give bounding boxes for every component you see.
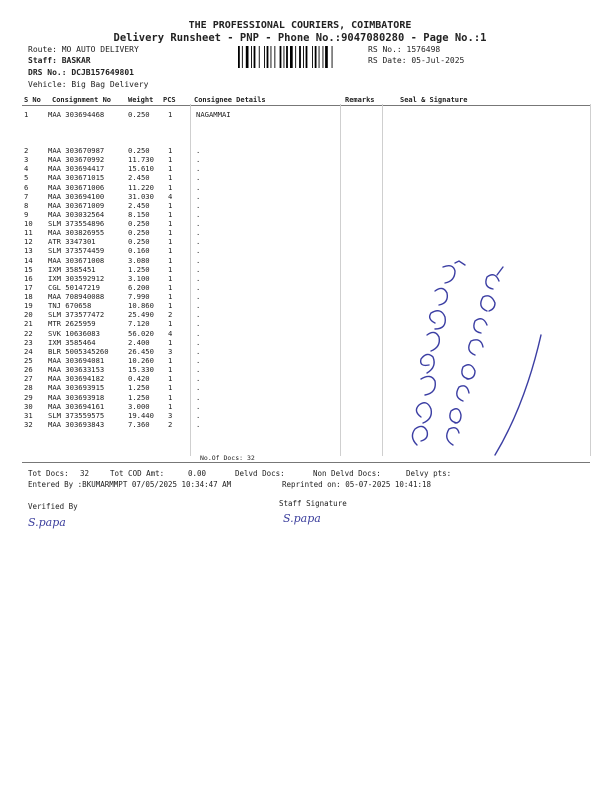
cell-weight: 11.220 bbox=[128, 182, 154, 192]
col-header-sno: S No bbox=[24, 96, 41, 104]
table-row bbox=[0, 110, 600, 119]
cell-weight: 1.250 bbox=[128, 392, 150, 402]
verified-by-signature: S.papa bbox=[28, 516, 66, 529]
cell-weight: 0.250 bbox=[128, 110, 150, 119]
cell-pcs: 1 bbox=[168, 355, 173, 365]
cell-consignee: . bbox=[196, 319, 201, 329]
table-row bbox=[0, 219, 600, 228]
cell-pcs: 1 bbox=[168, 182, 173, 192]
table-bottom-rule bbox=[22, 462, 590, 463]
cell-pcs: 1 bbox=[168, 392, 173, 402]
cell-pcs: 1 bbox=[168, 228, 173, 238]
cell-weight: 0.420 bbox=[128, 374, 150, 384]
cell-sno: 19 bbox=[24, 301, 33, 311]
cell-weight: 31.030 bbox=[128, 191, 154, 201]
cell-consignment-no: IXM 303592912 bbox=[48, 273, 105, 283]
cell-consignee: NAGAMMAI bbox=[196, 110, 231, 119]
cell-sno: 20 bbox=[24, 310, 33, 320]
table-row bbox=[0, 183, 600, 192]
col-header-seal-signature: Seal & Signature bbox=[400, 96, 468, 104]
cell-sno: 31 bbox=[24, 410, 33, 420]
tot-docs-value: 32 bbox=[80, 469, 90, 478]
table-row bbox=[0, 173, 600, 182]
cell-consignment-no: SVK 10636083 bbox=[48, 328, 100, 338]
tot-cod-label: Tot COD Amt: bbox=[110, 469, 165, 478]
col-header-remarks: Remarks bbox=[345, 96, 375, 104]
cell-weight: 3.000 bbox=[128, 401, 150, 411]
cell-weight: 8.150 bbox=[128, 209, 150, 219]
cell-weight: 2.400 bbox=[128, 337, 150, 347]
cell-pcs: 1 bbox=[168, 219, 173, 229]
cell-sno: 16 bbox=[24, 273, 33, 283]
cell-consignment-no: SLM 373577472 bbox=[48, 310, 105, 320]
cell-consignee: . bbox=[196, 209, 201, 219]
cell-pcs: 1 bbox=[168, 237, 173, 247]
cell-pcs: 2 bbox=[168, 419, 173, 429]
cell-pcs: 1 bbox=[168, 365, 173, 375]
cell-consignment-no: IXM 3585451 bbox=[48, 264, 96, 274]
col-header-consignment: Consignment No bbox=[52, 96, 112, 104]
cell-consignee: . bbox=[196, 182, 201, 192]
cell-weight: 2.450 bbox=[128, 173, 150, 183]
cell-sno: 24 bbox=[24, 346, 33, 356]
cell-sno: 15 bbox=[24, 264, 33, 274]
cell-consignment-no: CGL 50147219 bbox=[48, 282, 100, 292]
cell-weight: 0.250 bbox=[128, 228, 150, 238]
cell-weight: 25.490 bbox=[128, 310, 154, 320]
cell-pcs: 1 bbox=[168, 301, 173, 311]
cell-consignee: . bbox=[196, 273, 201, 283]
cell-consignee: . bbox=[196, 410, 201, 420]
cell-pcs: 4 bbox=[168, 328, 173, 338]
cell-sno: 21 bbox=[24, 319, 33, 329]
tot-docs-label: Tot Docs: bbox=[28, 469, 69, 478]
cell-pcs: 2 bbox=[168, 310, 173, 320]
rs-date: RS Date: 05-Jul-2025 bbox=[368, 56, 465, 65]
cell-consignment-no: MAA 303032564 bbox=[48, 209, 105, 219]
cell-consignee: . bbox=[196, 346, 201, 356]
cell-pcs: 1 bbox=[168, 282, 173, 292]
cell-consignment-no: MAA 303671006 bbox=[48, 182, 105, 192]
cell-sno: 1 bbox=[24, 110, 29, 119]
cell-sno: 18 bbox=[24, 292, 33, 302]
cell-sno: 7 bbox=[24, 191, 29, 201]
cell-sno: 4 bbox=[24, 164, 29, 174]
cell-sno: 13 bbox=[24, 246, 33, 256]
cell-weight: 2.450 bbox=[128, 200, 150, 210]
cell-consignee: . bbox=[196, 337, 201, 347]
cell-weight: 15.610 bbox=[128, 164, 154, 174]
cell-consignment-no: MAA 303694468 bbox=[48, 110, 105, 119]
cell-pcs: 1 bbox=[168, 337, 173, 347]
cell-consignee: . bbox=[196, 328, 201, 338]
cell-consignee: . bbox=[196, 228, 201, 238]
company-title: THE PROFESSIONAL COURIERS, COIMBATORE bbox=[188, 20, 412, 31]
cell-pcs: 1 bbox=[168, 319, 173, 329]
staff-label: Staff: BASKAR bbox=[28, 56, 91, 65]
tot-cod-value: 0.00 bbox=[188, 469, 207, 478]
cell-pcs: 1 bbox=[168, 173, 173, 183]
table-row bbox=[0, 228, 600, 237]
cell-consignment-no: MAA 303826955 bbox=[48, 228, 105, 238]
cell-consignee: . bbox=[196, 173, 201, 183]
cell-pcs: 3 bbox=[168, 410, 173, 420]
cell-consignee: . bbox=[196, 401, 201, 411]
cell-consignee: . bbox=[196, 419, 201, 429]
cell-consignment-no: MAA 303694161 bbox=[48, 401, 105, 411]
cell-sno: 3 bbox=[24, 155, 29, 165]
cell-consignment-no: MAA 303694100 bbox=[48, 191, 105, 201]
cell-weight: 56.020 bbox=[128, 328, 154, 338]
cell-sno: 9 bbox=[24, 209, 29, 219]
cell-consignee: . bbox=[196, 365, 201, 375]
cell-consignment-no: MAA 303694182 bbox=[48, 374, 105, 384]
cell-sno: 28 bbox=[24, 383, 33, 393]
cell-weight: 6.200 bbox=[128, 282, 150, 292]
cell-weight: 10.860 bbox=[128, 301, 154, 311]
cell-pcs: 1 bbox=[168, 255, 173, 265]
cell-consignee: . bbox=[196, 191, 201, 201]
cell-pcs: 1 bbox=[168, 401, 173, 411]
cell-pcs: 1 bbox=[168, 292, 173, 302]
entered-by: Entered By :BKUMARMMPT 07/05/2025 10:34:47 AM bbox=[28, 480, 232, 489]
table-row bbox=[0, 164, 600, 173]
table-row bbox=[0, 192, 600, 201]
cell-consignment-no: MAA 303693915 bbox=[48, 383, 105, 393]
cell-consignment-no: MAA 708940088 bbox=[48, 292, 105, 302]
cell-consignee: . bbox=[196, 155, 201, 165]
table-row bbox=[0, 201, 600, 210]
cell-pcs: 1 bbox=[168, 200, 173, 210]
handwritten-note bbox=[395, 255, 545, 460]
cell-pcs: 1 bbox=[168, 209, 173, 219]
cell-consignee: . bbox=[196, 264, 201, 274]
cell-consignment-no: MAA 303670987 bbox=[48, 146, 105, 155]
cell-weight: 19.440 bbox=[128, 410, 154, 420]
verified-by-label: Verified By bbox=[28, 502, 78, 511]
cell-consignment-no: MAA 303670992 bbox=[48, 155, 105, 165]
cell-sno: 26 bbox=[24, 365, 33, 375]
cell-sno: 22 bbox=[24, 328, 33, 338]
cell-pcs: 1 bbox=[168, 146, 173, 155]
delvy-pts-label: Delvy pts: bbox=[406, 469, 452, 478]
cell-consignment-no: MAA 303671008 bbox=[48, 255, 105, 265]
cell-consignee: . bbox=[196, 292, 201, 302]
non-delvd-docs-label: Non Delvd Docs: bbox=[313, 469, 381, 478]
cell-sno: 27 bbox=[24, 374, 33, 384]
table-row bbox=[0, 210, 600, 219]
cell-pcs: 3 bbox=[168, 346, 173, 356]
cell-weight: 11.730 bbox=[128, 155, 154, 165]
cell-consignee: . bbox=[196, 255, 201, 265]
cell-consignment-no: MAA 303671015 bbox=[48, 173, 105, 183]
cell-consignee: . bbox=[196, 237, 201, 247]
cell-consignee: . bbox=[196, 374, 201, 384]
cell-weight: 26.450 bbox=[128, 346, 154, 356]
cell-consignment-no: MAA 303694081 bbox=[48, 355, 105, 365]
cell-consignee: . bbox=[196, 383, 201, 393]
cell-sno: 12 bbox=[24, 237, 33, 247]
no-of-docs: No.Of Docs: 32 bbox=[200, 454, 255, 462]
cell-sno: 29 bbox=[24, 392, 33, 402]
runsheet-subtitle: Delivery Runsheet - PNP - Phone No.:9047080280 - Page No.:1 bbox=[113, 32, 487, 44]
cell-consignment-no: SLM 373554896 bbox=[48, 219, 105, 229]
cell-consignment-no: MAA 303693918 bbox=[48, 392, 105, 402]
vehicle-label: Vehicle: Big Bag Delivery bbox=[28, 80, 149, 89]
table-row bbox=[0, 237, 600, 246]
cell-consignee: . bbox=[196, 301, 201, 311]
table-row bbox=[0, 146, 600, 155]
cell-pcs: 1 bbox=[168, 374, 173, 384]
cell-consignee: . bbox=[196, 310, 201, 320]
cell-weight: 1.250 bbox=[128, 383, 150, 393]
col-header-pcs: PCS bbox=[163, 96, 176, 104]
cell-pcs: 1 bbox=[168, 155, 173, 165]
cell-weight: 7.120 bbox=[128, 319, 150, 329]
table-row bbox=[0, 155, 600, 164]
cell-consignment-no: TNJ 670658 bbox=[48, 301, 92, 311]
cell-weight: 15.330 bbox=[128, 365, 154, 375]
cell-consignment-no: MAA 303671009 bbox=[48, 200, 105, 210]
table-top-rule bbox=[22, 105, 590, 106]
staff-signature: S.papa bbox=[283, 512, 321, 525]
cell-weight: 1.250 bbox=[128, 264, 150, 274]
delvd-docs-label: Delvd Docs: bbox=[235, 469, 285, 478]
cell-consignment-no: MTR 2625959 bbox=[48, 319, 96, 329]
cell-weight: 0.250 bbox=[128, 219, 150, 229]
cell-sno: 2 bbox=[24, 146, 29, 155]
cell-sno: 23 bbox=[24, 337, 33, 347]
cell-pcs: 1 bbox=[168, 164, 173, 174]
cell-consignee: . bbox=[196, 355, 201, 365]
cell-consignment-no: BLR 5005345260 bbox=[48, 346, 109, 356]
route-label: Route: MO AUTO DELIVERY bbox=[28, 45, 139, 54]
cell-sno: 25 bbox=[24, 355, 33, 365]
cell-sno: 30 bbox=[24, 401, 33, 411]
cell-consignment-no: ATR 3347301 bbox=[48, 237, 96, 247]
reprinted-on: Reprinted on: 05-07-2025 10:41:18 bbox=[282, 480, 432, 489]
cell-pcs: 1 bbox=[168, 273, 173, 283]
cell-consignment-no: SLM 373574459 bbox=[48, 246, 105, 256]
cell-consignment-no: MAA 303693843 bbox=[48, 419, 105, 429]
barcode-icon bbox=[238, 46, 362, 68]
cell-weight: 7.990 bbox=[128, 292, 150, 302]
cell-sno: 14 bbox=[24, 255, 33, 265]
cell-consignee: . bbox=[196, 146, 201, 155]
staff-signature-label: Staff Signature bbox=[279, 499, 347, 508]
cell-weight: 0.250 bbox=[128, 146, 150, 155]
cell-sno: 11 bbox=[24, 228, 33, 238]
cell-pcs: 4 bbox=[168, 191, 173, 201]
cell-pcs: 1 bbox=[168, 110, 173, 119]
cell-pcs: 1 bbox=[168, 264, 173, 274]
cell-sno: 10 bbox=[24, 219, 33, 229]
col-header-weight: Weight bbox=[128, 96, 154, 104]
cell-consignment-no: MAA 303694417 bbox=[48, 164, 105, 174]
cell-consignment-no: MAA 303633153 bbox=[48, 365, 105, 375]
cell-weight: 3.080 bbox=[128, 255, 150, 265]
cell-sno: 5 bbox=[24, 173, 29, 183]
cell-consignee: . bbox=[196, 392, 201, 402]
cell-weight: 10.260 bbox=[128, 355, 154, 365]
cell-pcs: 1 bbox=[168, 246, 173, 256]
cell-consignee: . bbox=[196, 164, 201, 174]
cell-sno: 6 bbox=[24, 182, 29, 192]
cell-consignee: . bbox=[196, 282, 201, 292]
cell-consignment-no: SLM 373559575 bbox=[48, 410, 105, 420]
cell-pcs: 1 bbox=[168, 383, 173, 393]
drs-number: DRS No.: DCJB157649801 bbox=[28, 68, 134, 77]
cell-sno: 17 bbox=[24, 282, 33, 292]
cell-sno: 8 bbox=[24, 200, 29, 210]
cell-consignee: . bbox=[196, 246, 201, 256]
cell-weight: 0.160 bbox=[128, 246, 150, 256]
cell-consignee: . bbox=[196, 219, 201, 229]
cell-sno: 32 bbox=[24, 419, 33, 429]
cell-weight: 3.100 bbox=[128, 273, 150, 283]
cell-weight: 0.250 bbox=[128, 237, 150, 247]
cell-weight: 7.360 bbox=[128, 419, 150, 429]
rs-number: RS No.: 1576498 bbox=[368, 45, 441, 54]
cell-consignment-no: IXM 3585464 bbox=[48, 337, 96, 347]
cell-consignee: . bbox=[196, 200, 201, 210]
col-header-consignee: Consignee Details bbox=[194, 96, 266, 104]
